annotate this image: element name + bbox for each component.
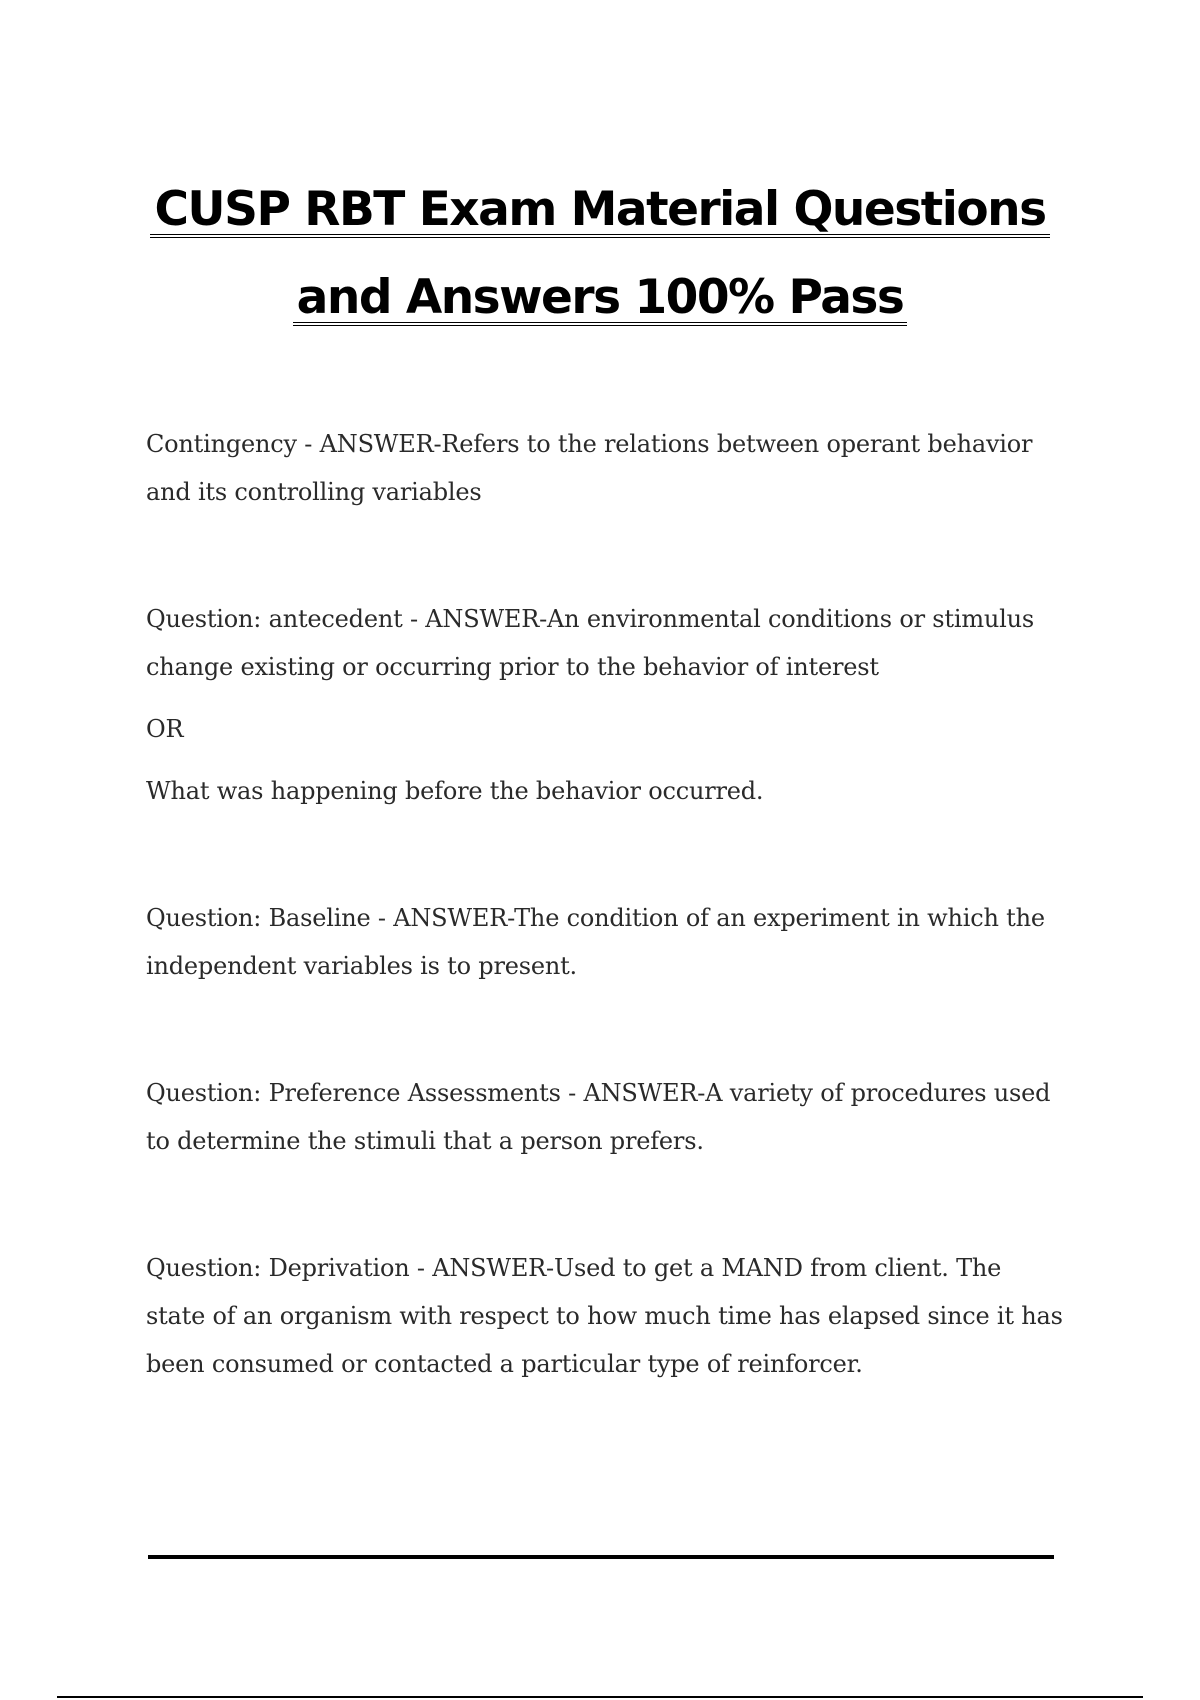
qa-entry-antecedent: Question: antecedent - ANSWER-An environmental conditions or stimulus change existing or occurring prior to the behavior of interest xyxy=(146,605,1035,681)
document-title-line-1 xyxy=(0,182,1200,238)
qa-entry-deprivation: Question: Deprivation - ANSWER-Used to get a MAND from client. The state of an organism with respect to how much time has elapsed since it has been consumed or contacted a particular type of reinforcer. xyxy=(146,1254,1063,1378)
qa-entry-contingency: Contingency - ANSWER-Refers to the relations between operant behavior and its controlling variables xyxy=(146,430,1033,506)
document-title-line-2 xyxy=(0,270,1200,326)
qa-content xyxy=(146,420,1066,1388)
qa-entry-preference-assessments: Question: Preference Assessments - ANSWER-A variety of procedures used to determine the stimuli that a person prefers. xyxy=(146,1079,1051,1155)
qa-entry-antecedent-alt: What was happening before the behavior occurred. xyxy=(146,777,764,805)
horizontal-rule xyxy=(148,1555,1054,1559)
title-text-2: and Answers 100% Pass xyxy=(293,273,908,326)
page-bottom-divider xyxy=(57,1696,1143,1698)
qa-entry-baseline: Question: Baseline - ANSWER-The condition of an experiment in which the independent variables is to present. xyxy=(146,904,1045,980)
title-text-1: CUSP RBT Exam Material Questions xyxy=(150,185,1049,238)
qa-entry-antecedent-or: OR xyxy=(146,715,184,743)
